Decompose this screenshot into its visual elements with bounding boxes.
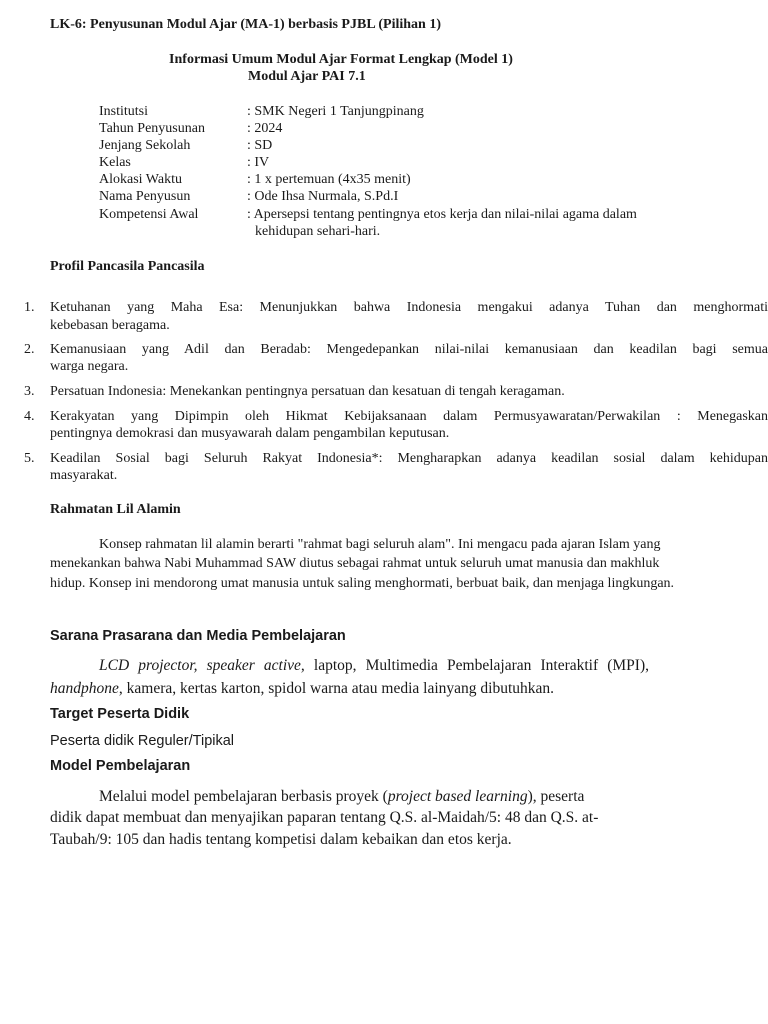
page-title: Informasi Umum Modul Ajar Format Lengkap (Model 1): [169, 52, 513, 67]
target-heading: Target Peserta Didik: [50, 706, 190, 722]
info-value-kompetensi: : Apersepsi tentang pentingnya etos kerja dan nilai-nilai agama dalam: [247, 207, 637, 222]
list-item-number: 1.: [24, 300, 35, 315]
model-paragraph-line: [99, 788, 584, 806]
list-item-line: Ketuhanan yang Maha Esa: Menunjukkan bahwa Indonesia mengakui adanya Tuhan dan menghormati: [50, 300, 768, 315]
info-label-jenjang: Jenjang Sekolah: [99, 138, 191, 153]
sarana-italic-text: handphone: [50, 680, 119, 697]
info-label-kelas: Kelas: [99, 155, 131, 170]
sarana-text: laptop, Multimedia Pembelajaran Interaktif (MPI),: [304, 657, 650, 674]
list-item-number: 3.: [24, 384, 35, 399]
rahmatan-paragraph-line: menekankan bahwa Nabi Muhammad SAW diutus sebagai rahmat untuk seluruh umat manusia dan makhluk: [50, 556, 660, 571]
sarana-heading: Sarana Prasarana dan Media Pembelajaran: [50, 628, 346, 644]
rahmatan-heading: Rahmatan Lil Alamin: [50, 502, 181, 517]
model-italic-text: project based learning: [387, 788, 528, 805]
info-value-kelas: : IV: [247, 155, 270, 170]
info-value-tahun: : 2024: [247, 121, 283, 136]
info-label-institusi: Institutsi: [99, 104, 149, 119]
list-item-line: pentingnya demokrasi dan musyawarah dalam pengambilan keputusan.: [50, 426, 450, 441]
list-item-number: 5.: [24, 451, 35, 466]
info-value-institusi: : SMK Negeri 1 Tanjungpinang: [247, 104, 424, 119]
info-label-alokasi: Alokasi Waktu: [99, 172, 182, 187]
sarana-italic-text: LCD projector, speaker active,: [99, 657, 305, 674]
rahmatan-paragraph-line: Konsep rahmatan lil alamin berarti "rahmat bagi seluruh alam". Ini mengacu pada ajaran Islam yang: [99, 537, 661, 552]
info-value-jenjang: : SD: [247, 138, 273, 153]
list-item-line: Kerakyatan yang Dipimpin oleh Hikmat Kebijaksanaan dalam Permusyawaratan/Perwakilan : Menegaskan: [50, 409, 768, 424]
list-item-line: warga negara.: [50, 359, 129, 374]
list-item-line: Keadilan Sosial bagi Seluruh Rakyat Indonesia*: Mengharapkan adanya keadilan sosial dalam kehidupan: [50, 451, 768, 466]
list-item-line: masyarakat.: [50, 468, 118, 483]
info-value-alokasi: : 1 x pertemuan (4x35 menit): [247, 172, 411, 187]
model-heading: Model Pembelajaran: [50, 758, 191, 774]
model-text: Melalui model pembelajaran berbasis proyek (: [99, 788, 388, 805]
model-text: ), peserta: [527, 788, 585, 805]
list-item-number: 4.: [24, 409, 35, 424]
sarana-paragraph-line: [99, 657, 649, 675]
page-subtitle: Modul Ajar PAI 7.1: [248, 69, 366, 84]
info-value-penyusun: : Ode Ihsa Nurmala, S.Pd.I: [247, 189, 399, 204]
sarana-text: , kamera, kertas karton, spidol warna atau media lainyang dibutuhkan.: [118, 680, 555, 697]
list-item-line: Kemanusiaan yang Adil dan Beradab: Mengedepankan nilai-nilai kemanusiaan dan keadilan bagi semua: [50, 342, 768, 357]
info-label-penyusun: Nama Penyusun: [99, 189, 191, 204]
info-value-kompetensi-cont: kehidupan sehari-hari.: [255, 224, 381, 239]
profil-heading: Profil Pancasila Pancasila: [50, 259, 205, 274]
model-paragraph-line: Taubah/9: 105 dan hadis tentang kompetisi dalam kebaikan dan etos kerja.: [50, 831, 512, 848]
info-label-kompetensi: Kompetensi Awal: [99, 207, 199, 222]
rahmatan-paragraph-line: hidup. Konsep ini mendorong umat manusia untuk saling menghormati, berbuat baik, dan menjaga lingkungan.: [50, 576, 675, 591]
target-text: Peserta didik Reguler/Tipikal: [50, 733, 235, 749]
document-header: LK-6: Penyusunan Modul Ajar (MA-1) berbasis PJBL (Pilihan 1): [50, 17, 442, 32]
info-label-tahun: Tahun Penyusunan: [99, 121, 205, 136]
list-item-line: Persatuan Indonesia: Menekankan pentingnya persatuan dan kesatuan di tengah keragaman.: [50, 384, 565, 399]
model-paragraph-line: didik dapat membuat dan menyajikan paparan tentang Q.S. al-Maidah/5: 48 dan Q.S. at-: [50, 809, 599, 826]
list-item-line: kebebasan beragama.: [50, 318, 170, 333]
list-item-number: 2.: [24, 342, 35, 357]
sarana-paragraph-line: [50, 680, 554, 698]
